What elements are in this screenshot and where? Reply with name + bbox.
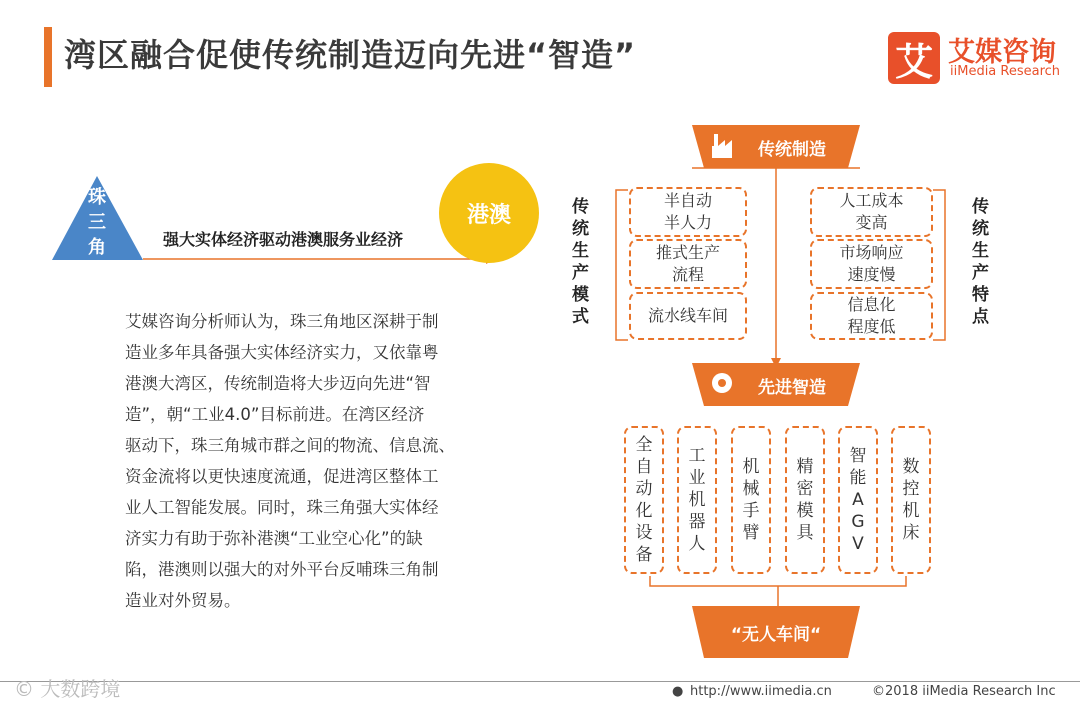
paragraph-line: 济实力有助于弥补港澳“工业空心化”的缺 (125, 529, 423, 548)
arrow-caption: 强大实体经济驱动港澳服务业经济 (163, 230, 404, 249)
mode-box-3: 流水线车间 (629, 292, 747, 340)
footer-copyright: ©2018 iiMedia Research Inc (872, 684, 1056, 699)
advanced-item-robot: 工 业 机 器 人 (677, 426, 717, 574)
paragraph-line: 造业多年具备强大实体经济实力，又依靠粤 (125, 343, 439, 362)
mode-box-2: 推式生产 流程 (629, 239, 747, 289)
paragraph-line: 造业对外贸易。 (125, 591, 241, 610)
logo-en: iiMedia Research (950, 64, 1061, 79)
paragraph-line: 陷，港澳则以强大的对外平台反哺珠三角制 (125, 560, 439, 579)
left-bracket (616, 190, 628, 340)
paragraph-line: 港澳大湾区，传统制造将大步迈向先进“智 (125, 374, 431, 393)
mode-box-1: 半自动 半人力 (629, 187, 747, 237)
watermark: © 大数跨境 (14, 677, 121, 701)
logo-cn: 艾媒咨询 (948, 37, 1056, 68)
paragraph-line: 资金流将以更快速度流通，促进湾区整体工 (125, 467, 439, 486)
globe-icon: ● (672, 684, 684, 699)
advanced-item-cnc: 数 控 机 床 (891, 426, 931, 574)
paragraph-line: 艾媒咨询分析师认为，珠三角地区深耕于制 (125, 312, 439, 331)
traditional-banner-label: 传统制造 (758, 139, 826, 160)
page-title: 湾区融合促使传统制造迈向先进“智造” (64, 36, 637, 74)
hk-macao-circle: 港澳 (439, 163, 539, 263)
triangle-label-3: 角 (88, 237, 106, 258)
triangle-label-2: 三 (88, 212, 106, 233)
logo-icon: 艾 (888, 32, 940, 84)
feature-box-2: 市场响应 速度慢 (810, 239, 933, 289)
advanced-banner-label: 先进智造 (758, 377, 826, 398)
advanced-item-automation: 全 自 动 化 设 备 (624, 426, 664, 574)
feature-box-1: 人工成本 变高 (810, 187, 933, 237)
advanced-item-precision-mold: 精 密 模 具 (785, 426, 825, 574)
triangle-label-1: 珠 (88, 187, 106, 208)
footer-url[interactable]: http://www.iimedia.cn (690, 684, 832, 699)
bottom-bracket (650, 576, 906, 586)
right-bracket (933, 190, 945, 340)
left-side-label: 传 统 生 产 模 式 (572, 197, 589, 327)
feature-box-3: 信息化 程度低 (810, 292, 933, 340)
brain-icon (712, 373, 732, 393)
final-banner-label: “无人车间“ (730, 624, 822, 645)
paragraph-line: 驱动下，珠三角城市群之间的物流、信息流、 (125, 436, 455, 455)
right-side-label: 传 统 生 产 特 点 (972, 197, 989, 327)
footer-divider (0, 681, 1080, 682)
advanced-item-agv: 智 能 A G V (838, 426, 878, 574)
paragraph-line: 造”，朝“工业4.0”目标前进。在湾区经济 (125, 405, 425, 424)
advanced-item-robot-arm: 机 械 手 臂 (731, 426, 771, 574)
paragraph-line: 业人工智能发展。同时，珠三角强大实体经 (125, 498, 439, 517)
